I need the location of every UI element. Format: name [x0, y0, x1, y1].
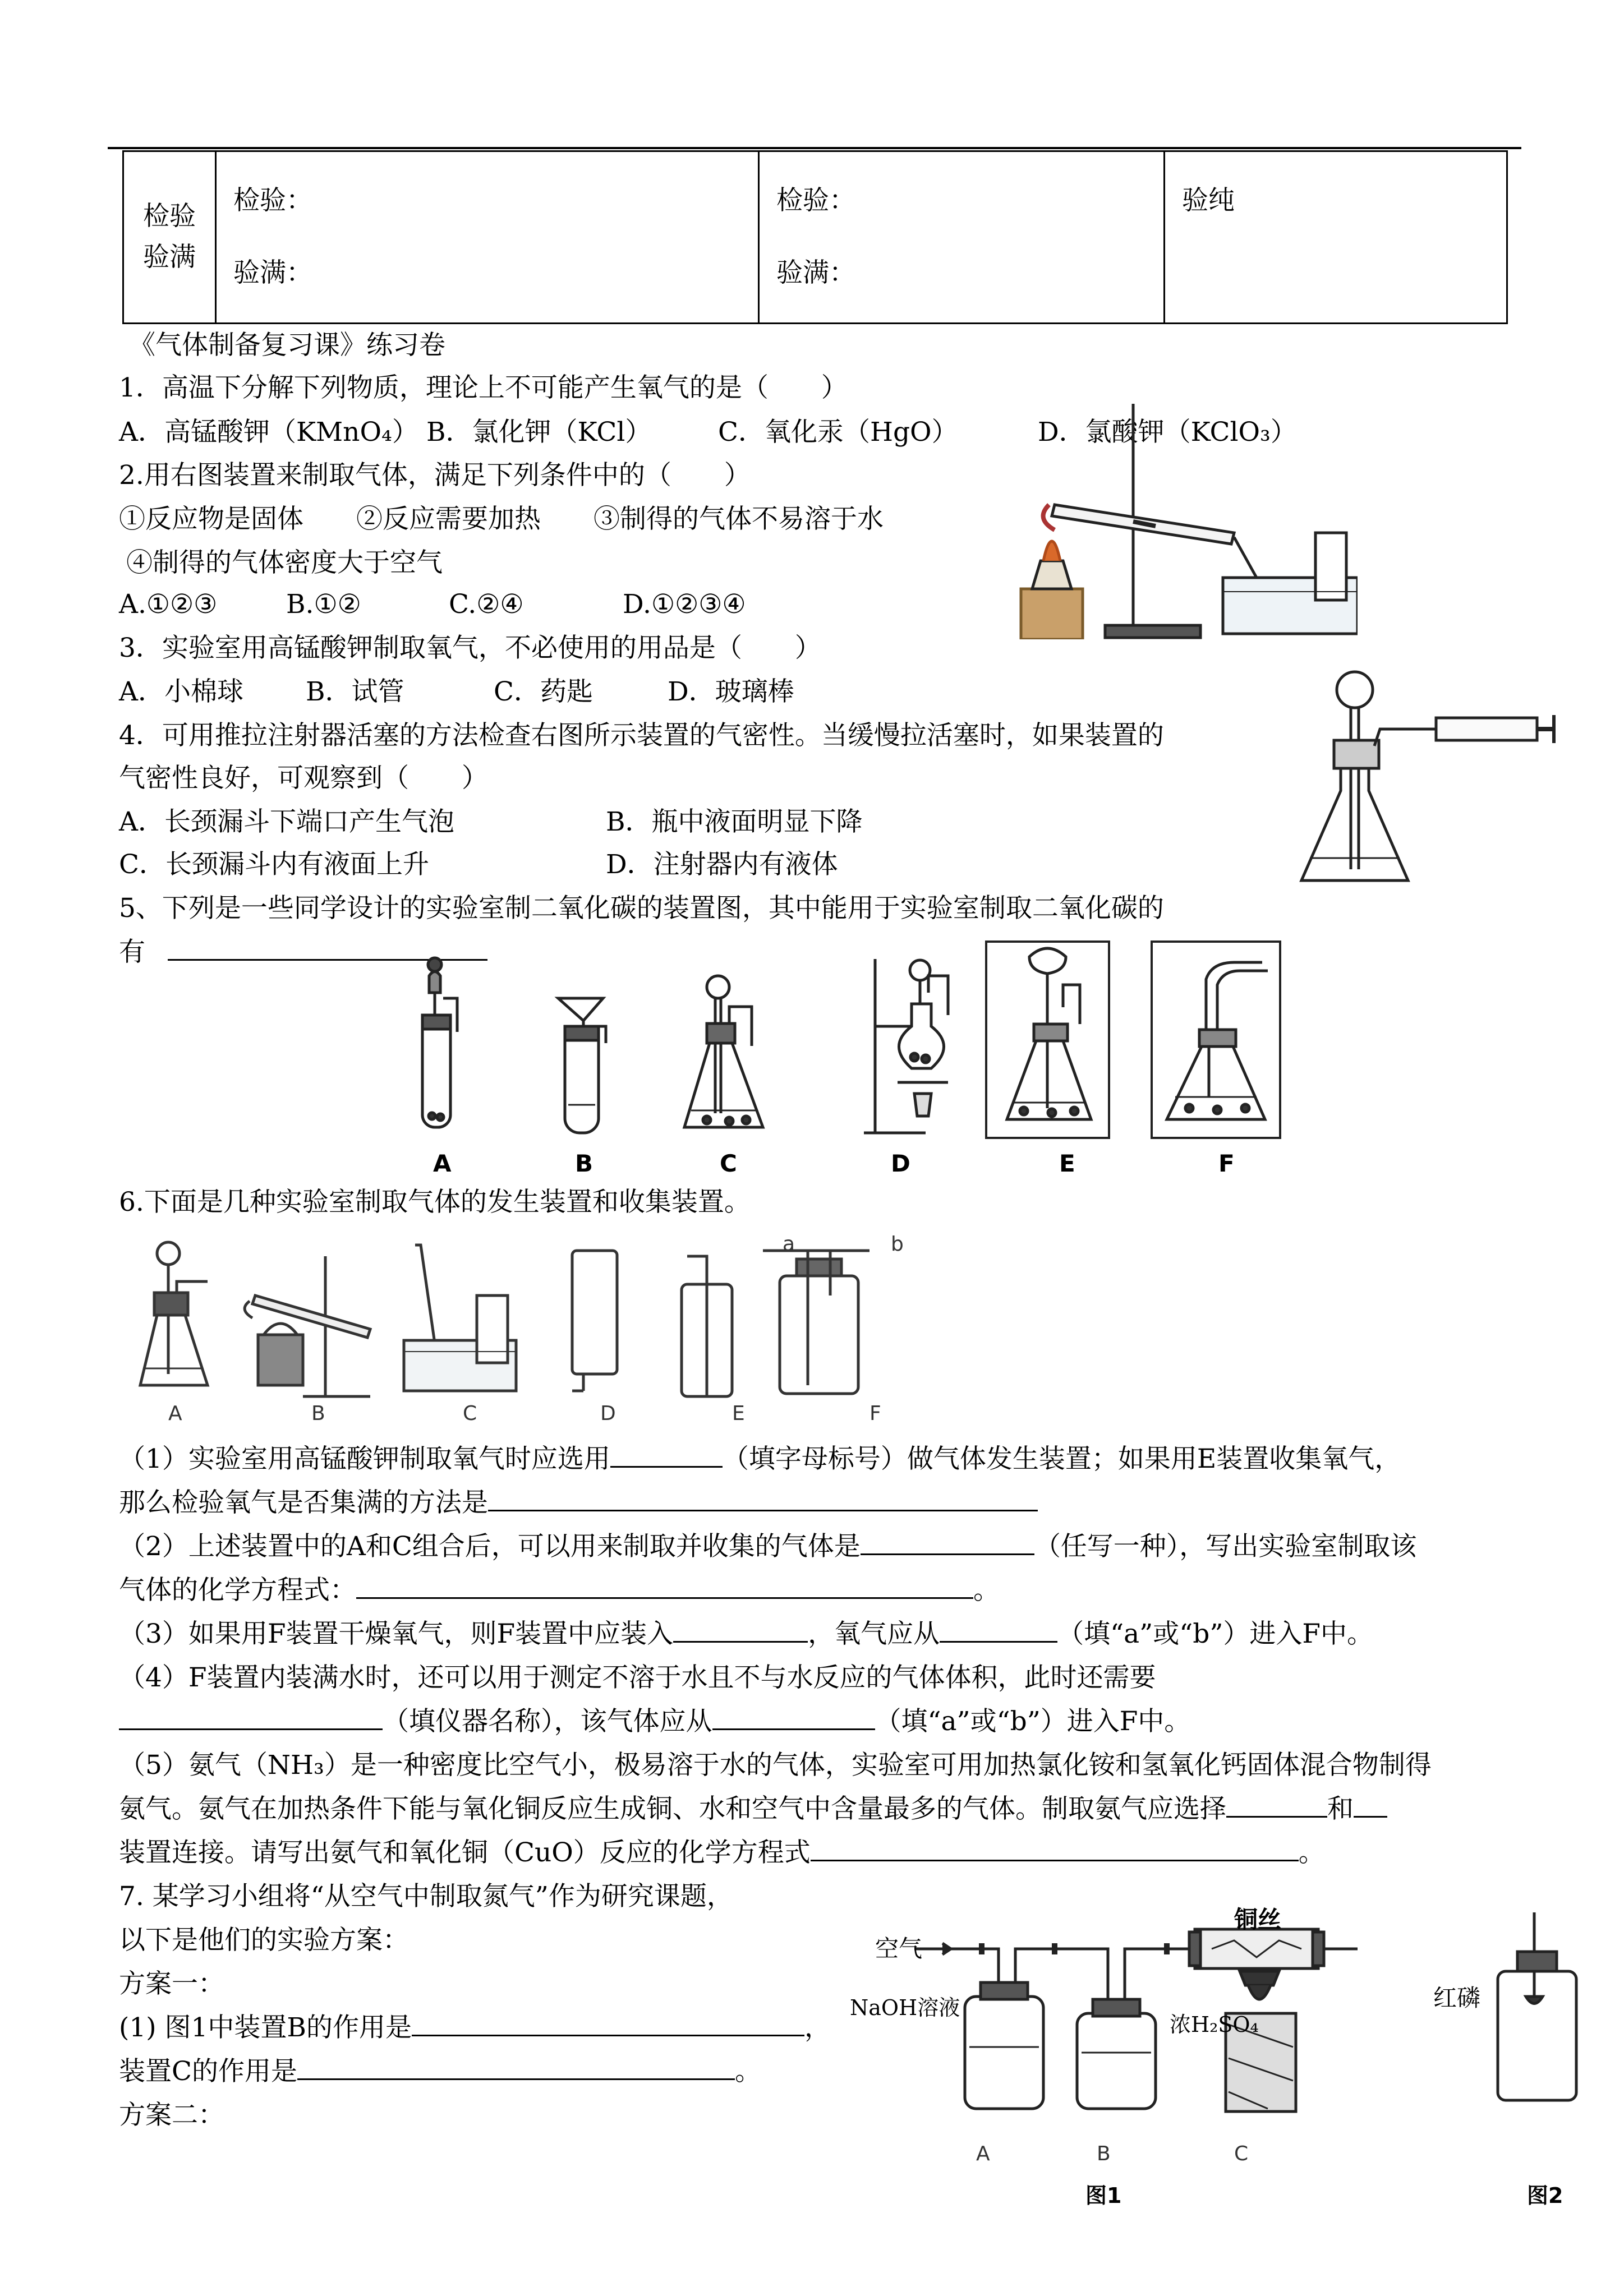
q7-part1-line2 [119, 2057, 761, 2086]
top-rule [108, 147, 1521, 149]
q2-option-b: B.①② [286, 589, 361, 620]
q6-part2-line2 [119, 1576, 1000, 1605]
q2-apparatus-figure [1010, 393, 1358, 639]
q6-part3-line [119, 1620, 1373, 1649]
q6-part2-line1 [119, 1532, 1416, 1561]
q2-option-a: A.①②③ [119, 589, 218, 620]
q5-label-a: A [433, 1150, 452, 1177]
q6-part5-blank2[interactable] [1354, 1815, 1387, 1818]
q1-option-c: C．氧化汞（HgO） [718, 417, 958, 448]
q6-part2-text-d: 。 [973, 1575, 1000, 1606]
q3-option-a: A．小棉球 [119, 676, 243, 707]
q6-part1-blank1[interactable] [610, 1465, 723, 1468]
q6-part4-line2 [119, 1707, 1190, 1736]
q3-option-b: B．试管 [306, 676, 404, 707]
q4-option-b: B．瓶中液面明显下降 [606, 806, 863, 837]
q6-part5-blank3[interactable] [811, 1859, 1299, 1861]
q7-plan1: 方案一： [119, 1968, 224, 1999]
q7-copper-wire-label: 铜丝 [1234, 1906, 1282, 1933]
q6-part3-text-a: （3）如果用F装置干燥氧气，则F装置中应装入 [119, 1619, 674, 1649]
q6-part5-text-b: 和 [1327, 1794, 1354, 1824]
q7-figure2-bottle [1481, 1912, 1593, 2103]
q6-part1-line2 [119, 1488, 1038, 1518]
q6-part5-text-c: 装置连接。请写出氨气和氧化铜（CuO）反应的化学方程式 [119, 1837, 811, 1868]
q7-part1-text-a: (1) 图1中装置B的作用是 [119, 2012, 412, 2043]
row-header: 检验 验满 [123, 151, 216, 324]
q6-stem: 6.下面是几种实验室制取气体的发生装置和收集装置。 [119, 1187, 751, 1218]
q2-conditions-2: ④制得的气体密度大于空气 [126, 547, 443, 578]
q6-part4-blank2[interactable] [712, 1728, 875, 1730]
q7-plan2: 方案二： [119, 2100, 224, 2131]
q6-tube-b: b [891, 1233, 904, 1256]
q7-part1-text-c: 装置C的作用是 [119, 2056, 297, 2087]
q7-fig1-label-b: B [1097, 2142, 1111, 2165]
q1-option-d: D．氯酸钾（KClO₃） [1038, 417, 1297, 448]
q6-part4-line1: （4）F装置内装满水时，还可以用于测定不溶于水且不与水反应的气体体积，此时还需要 [119, 1662, 1156, 1693]
q3-option-c: C．药匙 [494, 676, 593, 707]
q4-option-d: D．注射器内有液体 [606, 849, 838, 880]
q3-stem: 3．实验室用高锰酸钾制取氧气，不必使用的用品是（ ） [119, 633, 821, 663]
q5-device-d [858, 948, 976, 1138]
q5-label-f: F [1218, 1150, 1235, 1177]
q5-label-b: B [575, 1150, 594, 1177]
cell-col2-line1: 检验： [776, 185, 855, 216]
q1-option-a: A．高锰酸钾（KMnO₄） [119, 417, 418, 448]
test-table [122, 150, 1508, 324]
q6-part1-text-b: （填字母标号）做气体发生装置；如果用E装置收集氧气， [722, 1444, 1401, 1474]
cell-col3-line1: 验纯 [1182, 185, 1235, 216]
q5-label-c: C [720, 1150, 737, 1177]
q6-part4-text-a: （填仪器名称），该气体应从 [383, 1706, 712, 1737]
q2-stem: 2.用右图装置来制取气体，满足下列条件中的（ ） [119, 460, 751, 491]
q7-part1-blank1[interactable] [412, 2034, 804, 2036]
q6-label-a: A [168, 1402, 182, 1425]
q6-part5-line1: （5）氨气（NH₃）是一种密度比空气小，极易溶于水的气体，实验室可用加热氯化铵和氢氧化钙固体混合物制得 [119, 1750, 1432, 1781]
q5-device-e [984, 940, 1111, 1140]
q6-part5-line2 [119, 1795, 1387, 1824]
q7-part1-text-d: 。 [734, 2056, 761, 2087]
q4-line1: 4．可用推拉注射器活塞的方法检查右图所示装置的气密性。当缓慢拉活塞时，如果装置的 [119, 720, 1164, 751]
q2-conditions-1: ①反应物是固体 ②反应需要加热 ③制得的气体不易溶于水 [119, 504, 884, 534]
q6-part5-text-a: 氨气。氨气在加热条件下能与氧化铜反应生成铜、水和空气中含量最多的气体。制取氨气应选择 [119, 1794, 1226, 1824]
q5-device-b [553, 993, 614, 1138]
q6-part3-blank2[interactable] [940, 1640, 1057, 1643]
cell-col3 [1165, 151, 1507, 324]
q6-part2-text-a: （2）上述装置中的A和C组合后，可以用来制取并收集的气体是 [119, 1531, 861, 1562]
q7-part1-text-b: ， [804, 2012, 831, 2043]
worksheet-title: 《气体制备复习课》练习卷 [129, 330, 445, 361]
q4-line2: 气密性良好，可观察到（ ） [119, 763, 488, 794]
q5-line1: 5、下列是一些同学设计的实验室制二氧化碳的装置图，其中能用于实验室制取二氧化碳的 [119, 893, 1164, 924]
q6-label-f: F [869, 1402, 881, 1425]
q5-label-d: D [891, 1150, 910, 1177]
cell-col1-line2: 验满： [233, 257, 312, 289]
q7-naoh-label: NaOH溶液 [850, 1995, 960, 2020]
cell-col1 [216, 151, 759, 324]
q5-label-e: E [1059, 1150, 1075, 1177]
q5-device-c [679, 973, 769, 1136]
q6-part3-text-b: ，氧气应从 [808, 1619, 940, 1649]
q7-h2so4-label: 浓H₂SO₄ [1170, 2012, 1259, 2037]
q7-fig1-label-a: A [976, 2142, 990, 2165]
q6-label-b: B [311, 1402, 325, 1425]
q7-fig1-caption: 图1 [1085, 2183, 1122, 2208]
q6-part5-line3 [119, 1838, 1325, 1868]
q6-part1-blank2[interactable] [488, 1509, 1038, 1511]
q6-part3-text-c: （填“a”或“b”）进入F中。 [1057, 1619, 1373, 1649]
q2-option-d: D.①②③④ [623, 589, 746, 620]
q7-red-phosphorus-label: 红磷 [1433, 1984, 1481, 2012]
q6-part3-blank1[interactable] [673, 1640, 808, 1643]
q5-line2-text: 有 [119, 937, 145, 967]
q7-air-label: 空气 [875, 1935, 923, 1962]
cell-col1-line1: 检验： [233, 185, 312, 216]
q4-option-c: C．长颈漏斗内有液面上升 [119, 849, 429, 880]
q7-part1-line1 [119, 2013, 831, 2043]
q6-part1-line1 [119, 1445, 1401, 1474]
q6-apparatus-figure [135, 1234, 976, 1419]
q2-option-c: C.②④ [449, 589, 524, 620]
cell-col2-line2: 验满： [776, 257, 855, 289]
q4-syringe-flask-figure [1290, 662, 1559, 897]
q4-option-a: A．长颈漏斗下端口产生气泡 [119, 806, 454, 837]
q6-label-c: C [463, 1402, 477, 1425]
q6-part2-text-b: （任写一种），写出实验室制取该 [1034, 1531, 1417, 1562]
q6-tube-a: a [783, 1233, 795, 1256]
q6-part2-blank2[interactable] [356, 1597, 973, 1599]
q7-line2: 以下是他们的实验方案： [119, 1925, 409, 1956]
q7-line1: 7. 某学习小组将“从空气中制取氮气”作为研究课题， [119, 1881, 733, 1912]
cell-col2 [759, 151, 1165, 324]
q6-part5-text-d: 。 [1298, 1837, 1325, 1868]
q6-part2-blank1[interactable] [861, 1553, 1034, 1555]
q6-part5-blank1[interactable] [1226, 1815, 1327, 1818]
q1-stem: 1．高温下分解下列物质，理论上不可能产生氧气的是（ ） [119, 372, 848, 403]
q5-device-f [1150, 940, 1282, 1140]
q6-label-e: E [732, 1402, 745, 1425]
q7-part1-blank2[interactable] [297, 2078, 735, 2080]
q1-option-b: B．氯化钾（KCl） [426, 417, 652, 448]
q6-part1-text-a: （1）实验室用高锰酸钾制取氧气时应选用 [119, 1444, 610, 1474]
q6-part1-text-c: 那么检验氧气是否集满的方法是 [119, 1487, 488, 1518]
q7-fig1-label-c: C [1234, 2142, 1249, 2165]
q7-fig2-caption: 图2 [1527, 2183, 1563, 2208]
q3-option-d: D．玻璃棒 [668, 676, 794, 707]
q6-part4-text-b: （填“a”或“b”）进入F中。 [875, 1706, 1191, 1737]
q6-part2-text-c: 气体的化学方程式： [119, 1575, 356, 1606]
q6-label-d: D [600, 1402, 616, 1425]
q6-part4-blank1[interactable] [119, 1728, 383, 1730]
q5-device-a [412, 953, 463, 1138]
